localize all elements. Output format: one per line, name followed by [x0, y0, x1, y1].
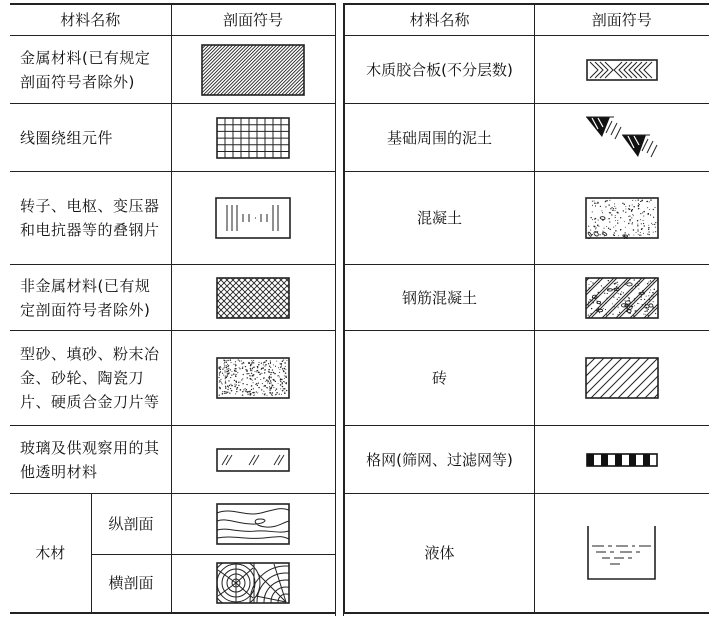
table-row	[10, 36, 335, 104]
table-row	[345, 265, 709, 331]
table-row	[10, 104, 335, 172]
material-name: 钢筋混凝土	[345, 265, 535, 331]
wood-sub-name: 横剖面	[91, 555, 171, 613]
material-name: 玻璃及供观察用的其他透明材料	[10, 426, 171, 494]
right-material-table	[344, 3, 709, 614]
table-row	[345, 104, 709, 172]
liquid-icon	[584, 524, 660, 582]
wood-material-name: 木材	[10, 494, 91, 613]
table-row	[345, 494, 709, 613]
material-name: 转子、电枢、变压器和电抗器等的叠钢片	[10, 172, 171, 265]
table-row	[345, 331, 709, 426]
nonmetal-crosshatch-icon	[216, 277, 290, 319]
wood-cross-icon	[216, 562, 290, 604]
material-name: 砖	[345, 331, 535, 426]
plywood-icon	[586, 59, 658, 81]
reinforced-concrete-icon	[585, 277, 659, 319]
material-name: 金属材料(已有规定剖面符号者除外)	[10, 36, 171, 104]
table-separator	[335, 3, 344, 616]
material-name: 型砂、填砂、粉末冶金、砂轮、陶瓷刀片、硬质合金刀片等	[10, 331, 171, 426]
left-header-row	[10, 4, 335, 36]
right-header-name: 材料名称	[345, 4, 535, 36]
metal-hatch-icon	[201, 44, 305, 96]
glass-icon	[216, 448, 290, 472]
table-row	[10, 331, 335, 426]
left-material-table	[10, 3, 336, 614]
material-name: 基础周围的泥土	[345, 104, 535, 172]
table-row	[10, 172, 335, 265]
table-row	[10, 494, 335, 555]
wood-sub-name: 纵剖面	[91, 494, 171, 555]
right-header-row	[345, 4, 709, 36]
wood-longitudinal-icon	[216, 503, 290, 545]
material-name: 液体	[345, 494, 535, 613]
table-row	[10, 265, 335, 331]
material-name: 木质胶合板(不分层数)	[345, 36, 535, 104]
coil-grid-icon	[216, 117, 290, 159]
laminated-steel-icon	[215, 197, 291, 239]
concrete-icon	[585, 197, 659, 239]
soil-icon	[584, 115, 660, 161]
table-row	[10, 426, 335, 494]
material-name: 线圈绕组元件	[10, 104, 171, 172]
table-row	[345, 36, 709, 104]
sand-dots-icon	[216, 357, 290, 399]
left-header-symbol: 剖面符号	[171, 4, 335, 36]
material-name: 非金属材料(已有规定剖面符号者除外)	[10, 265, 171, 331]
material-name: 混凝土	[345, 172, 535, 265]
left-header-name: 材料名称	[10, 4, 171, 36]
material-name: 格网(筛网、过滤网等)	[345, 426, 535, 494]
mesh-icon	[586, 453, 658, 467]
table-row	[345, 426, 709, 494]
brick-icon	[585, 357, 659, 399]
right-header-symbol: 剖面符号	[535, 4, 709, 36]
table-row	[345, 172, 709, 265]
